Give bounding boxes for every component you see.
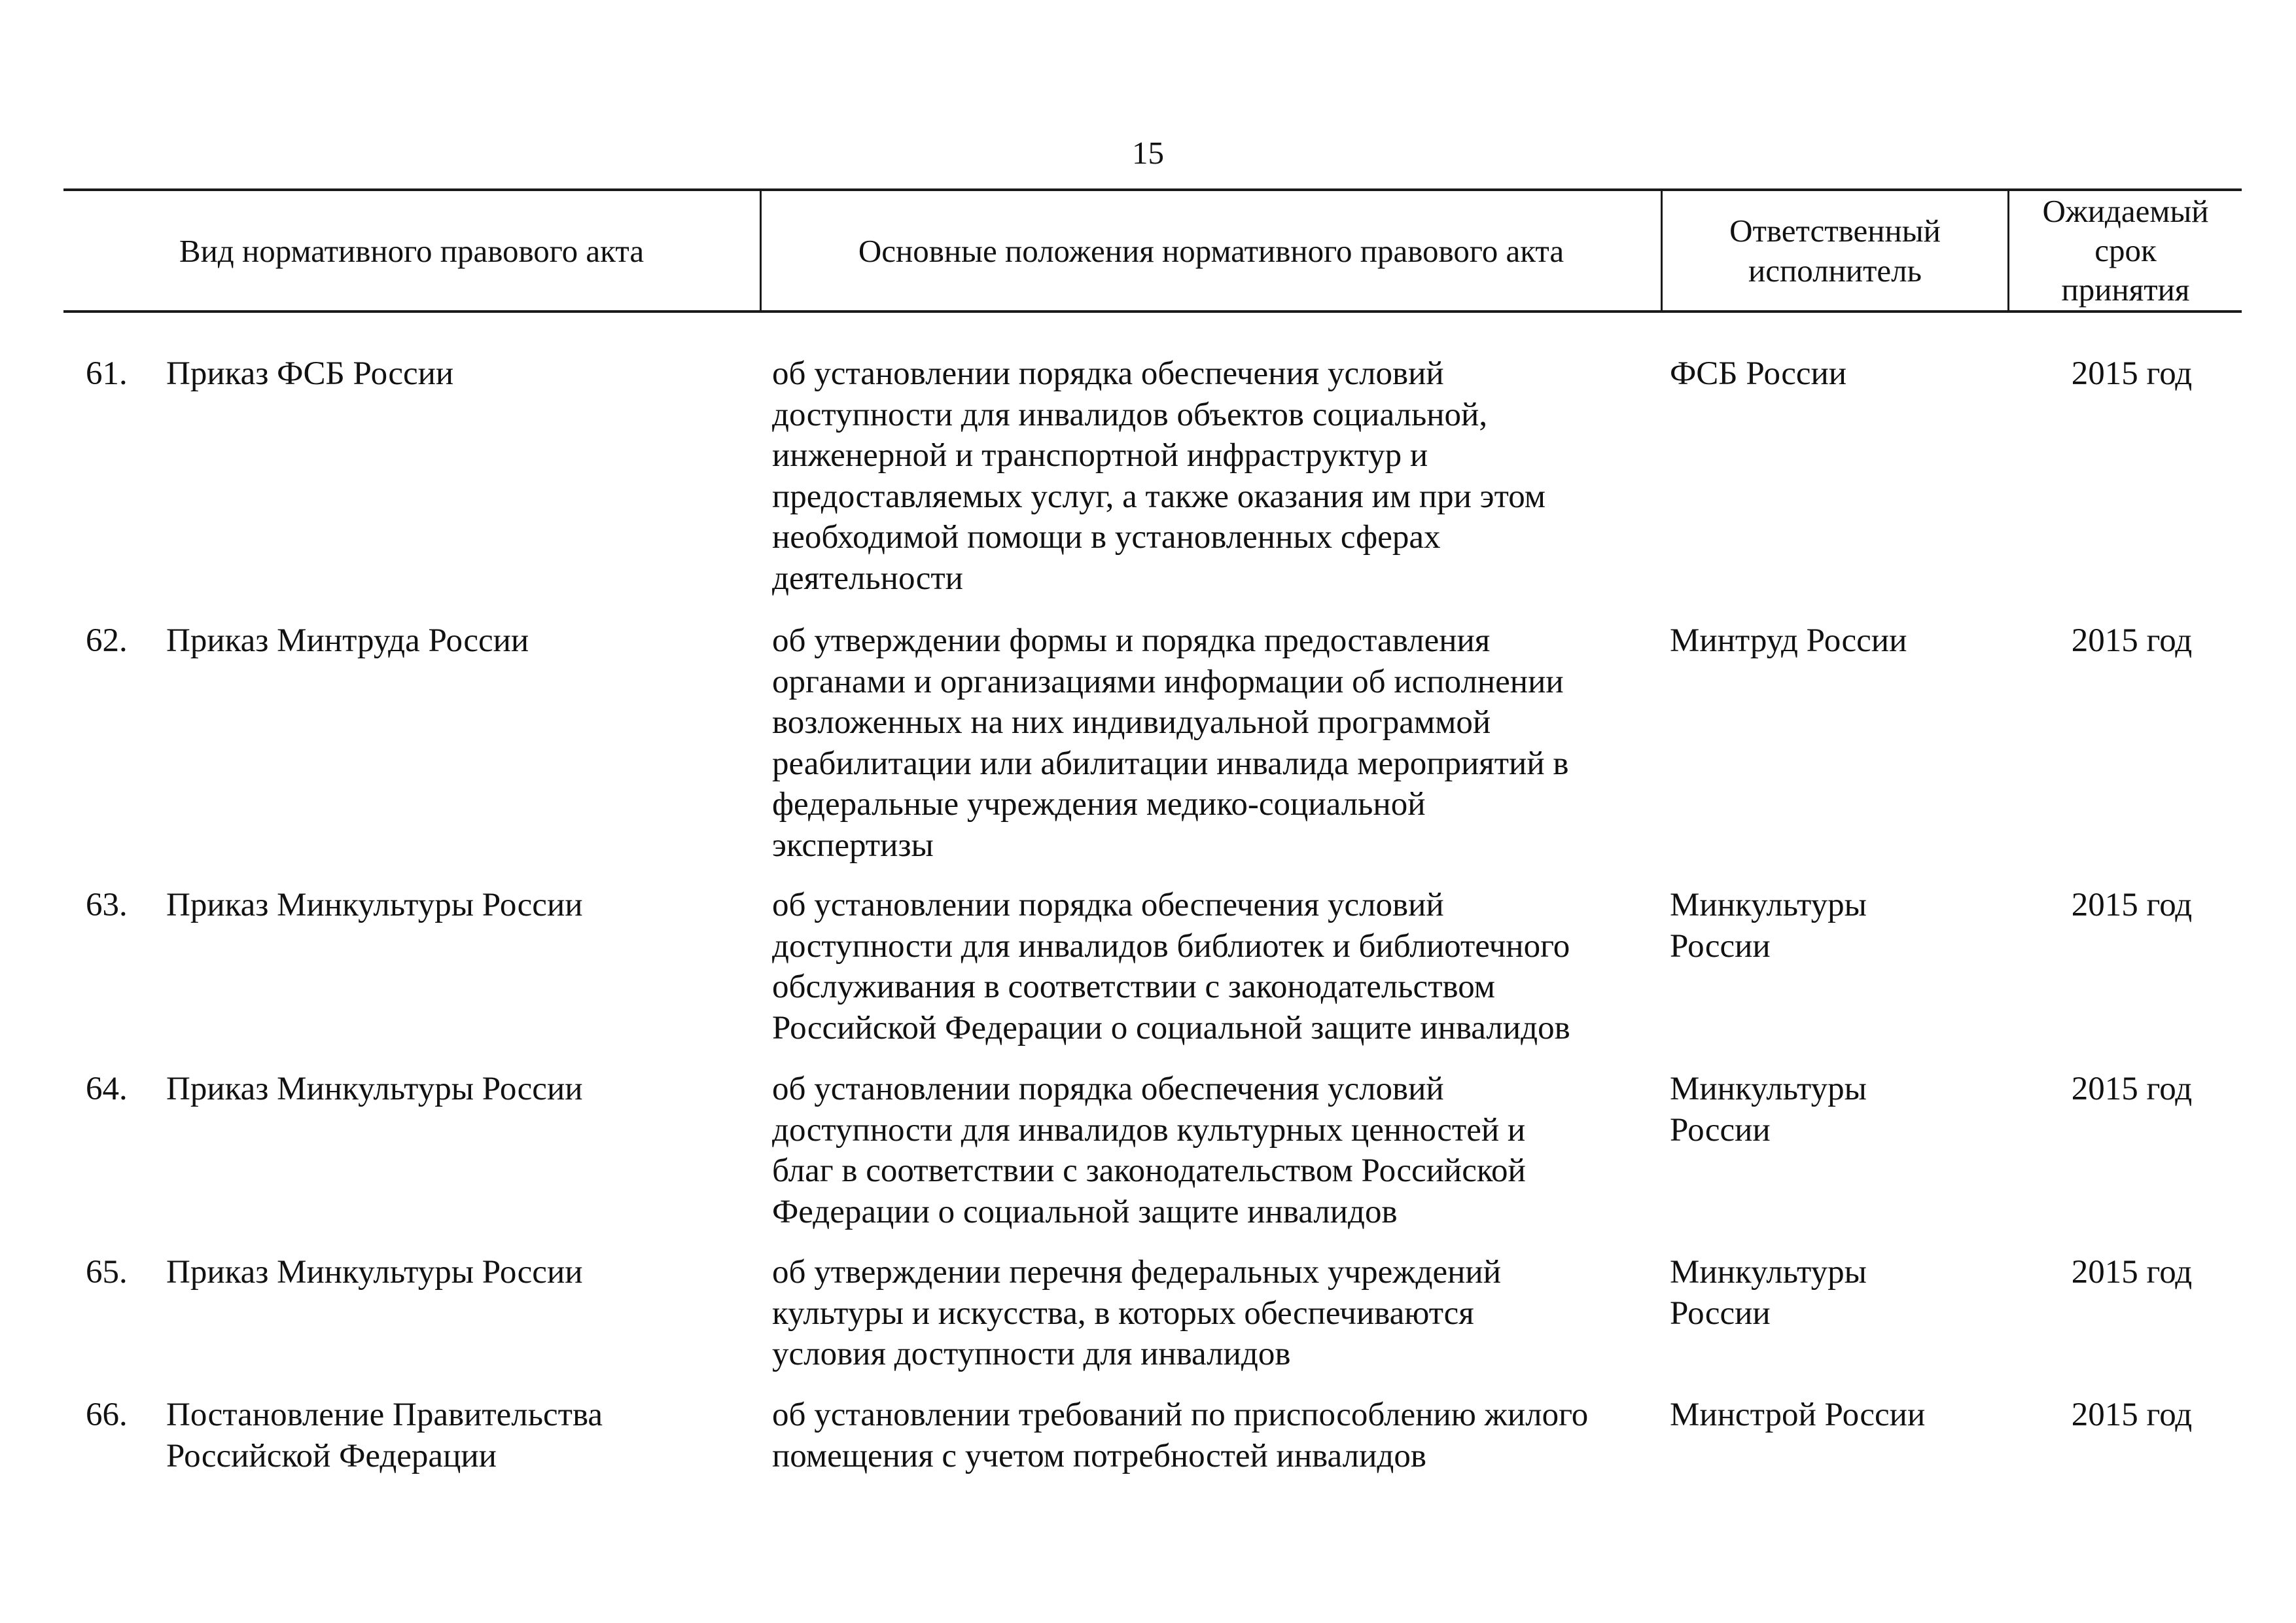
- expected-term: 2015 год: [2071, 887, 2193, 923]
- header-term-line: срок: [2094, 232, 2157, 268]
- header-expected-term: [2007, 191, 2242, 310]
- description-line: деятельности: [772, 560, 963, 597]
- description-line: федеральные учреждения медико-социальной: [772, 786, 1426, 823]
- executor-line: ФСБ России: [1670, 355, 1847, 392]
- description-line: условия доступности для инвалидов: [772, 1336, 1291, 1372]
- act-type: [166, 885, 683, 926]
- act-type-line: Постановление Правительства: [166, 1397, 603, 1433]
- description-line: благ в соответствии с законодательством Российской: [772, 1152, 1526, 1189]
- description-line: доступности для инвалидов объектов социальной,: [772, 396, 1488, 433]
- row-number: 65.: [86, 1254, 128, 1291]
- act-description: [772, 620, 1642, 866]
- expected-term: 2015 год: [2071, 1071, 2193, 1107]
- header-term-line: Ожидаемый: [2042, 193, 2209, 229]
- description-line: Российской Федерации о социальной защите инвалидов: [772, 1009, 1570, 1046]
- act-description: [772, 1395, 1642, 1476]
- responsible-executor: [1670, 1395, 2010, 1436]
- table-header: [63, 188, 2242, 313]
- description-line: инженерной и транспортной инфраструктур и: [772, 437, 1428, 474]
- row-number: 62.: [86, 622, 128, 659]
- executor-line: Минкультуры: [1670, 1071, 1867, 1107]
- executor-line: Минкультуры: [1670, 1254, 1867, 1291]
- expected-term: 2015 год: [2071, 1397, 2193, 1433]
- description-line: предоставляемых услуг, а также оказания им при этом: [772, 478, 1545, 515]
- description-line: возложенных на них индивидуальной программой: [772, 704, 1491, 741]
- description-line: об установлении требований по приспособлению жилого: [772, 1397, 1589, 1433]
- act-type: [166, 353, 683, 395]
- header-main-provisions-label: Основные положения нормативного правового акта: [858, 232, 1564, 269]
- act-description: [772, 1069, 1642, 1232]
- responsible-executor: [1670, 353, 2010, 395]
- description-line: необходимой помощи в установленных сферах: [772, 519, 1441, 556]
- description-line: помещения с учетом потребностей инвалидов: [772, 1437, 1426, 1474]
- page-number: 15: [1132, 135, 1164, 171]
- description-line: доступности для инвалидов культурных ценностей и: [772, 1111, 1526, 1149]
- header-act-type-label: Вид нормативного правового акта: [179, 232, 645, 269]
- description-line: доступности для инвалидов библиотек и библиотечного: [772, 927, 1570, 965]
- header-responsible-executor: [1661, 191, 2007, 310]
- act-type: [166, 620, 683, 662]
- act-description: [772, 1252, 1642, 1375]
- act-type-line: Приказ Минкультуры России: [166, 1071, 583, 1107]
- responsible-executor: [1670, 1069, 2010, 1150]
- executor-line: России: [1670, 927, 1771, 965]
- expected-term: 2015 год: [2071, 1254, 2193, 1291]
- act-type-line: Приказ ФСБ России: [166, 355, 454, 392]
- executor-line: России: [1670, 1111, 1771, 1149]
- executor-line: России: [1670, 1294, 1771, 1332]
- header-act-type: [63, 191, 760, 310]
- act-type-line: Российской Федерации: [166, 1437, 497, 1474]
- act-type-line: Приказ Минтруда России: [166, 622, 529, 659]
- executor-line: Минстрой России: [1670, 1397, 1926, 1433]
- act-type-line: Приказ Минкультуры России: [166, 1254, 583, 1291]
- responsible-executor: [1670, 620, 2010, 662]
- act-description: [772, 885, 1642, 1048]
- description-line: Федерации о социальной защите инвалидов: [772, 1193, 1398, 1230]
- header-responsible-line: Ответственный: [1729, 213, 1941, 249]
- header-main-provisions: [760, 191, 1661, 310]
- description-line: обслуживания в соответствии с законодательством: [772, 969, 1496, 1005]
- row-number: 63.: [86, 887, 128, 923]
- description-line: об установлении порядка обеспечения условий: [772, 1071, 1444, 1107]
- expected-term: 2015 год: [2071, 622, 2193, 659]
- description-line: экспертизы: [772, 827, 934, 864]
- expected-term: 2015 год: [2071, 355, 2193, 392]
- row-number: 64.: [86, 1071, 128, 1107]
- executor-line: Минтруд России: [1670, 622, 1907, 659]
- description-line: органами и организациями информации об исполнении: [772, 663, 1564, 700]
- description-line: культуры и искусства, в которых обеспечиваются: [772, 1294, 1474, 1332]
- description-line: об утверждении перечня федеральных учреждений: [772, 1254, 1501, 1291]
- act-type: [166, 1252, 683, 1293]
- description-line: реабилитации или абилитации инвалида мероприятий в: [772, 745, 1569, 782]
- act-type: [166, 1069, 683, 1110]
- description-line: об установлении порядка обеспечения условий: [772, 887, 1444, 923]
- row-number: 66.: [86, 1397, 128, 1433]
- act-description: [772, 353, 1642, 599]
- description-line: об установлении порядка обеспечения условий: [772, 355, 1444, 392]
- act-type-line: Приказ Минкультуры России: [166, 887, 583, 923]
- description-line: об утверждении формы и порядка предоставления: [772, 622, 1491, 659]
- executor-line: Минкультуры: [1670, 887, 1867, 923]
- responsible-executor: [1670, 1252, 2010, 1334]
- header-term-line: принятия: [2061, 272, 2190, 308]
- responsible-executor: [1670, 885, 2010, 967]
- row-number: 61.: [86, 355, 128, 392]
- act-type: [166, 1395, 683, 1476]
- header-responsible-line: исполнитель: [1748, 253, 1922, 289]
